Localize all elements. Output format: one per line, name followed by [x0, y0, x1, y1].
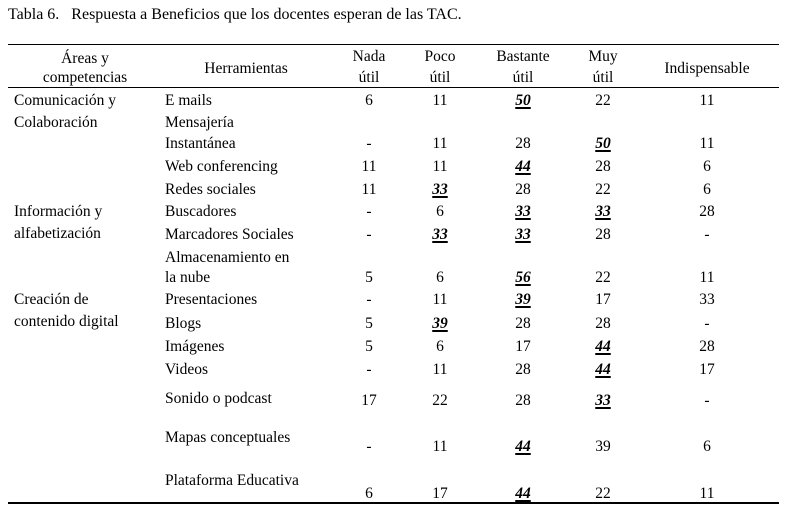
highlighted-value-cell: 44: [595, 361, 611, 378]
value-cell: -: [704, 226, 710, 243]
header-indispensable: Indispensable: [664, 60, 750, 77]
value-cell: 11: [432, 92, 448, 109]
tool-name: la nube: [165, 269, 211, 286]
header-bastante-line1: Bastante: [496, 48, 550, 65]
value-cell: 17: [699, 361, 715, 378]
value-cell: 28: [515, 181, 531, 198]
value-cell: -: [366, 361, 372, 378]
value-cell: 22: [595, 92, 611, 109]
value-cell: 6: [436, 203, 444, 220]
area-label: contenido digital: [14, 313, 119, 330]
tool-name: Videos: [165, 361, 208, 378]
value-cell: -: [366, 226, 372, 243]
tool-name: Web conferencing: [165, 158, 278, 175]
value-cell: 6: [703, 438, 711, 455]
tool-name: Presentaciones: [165, 291, 258, 308]
value-cell: 11: [699, 269, 715, 286]
area-label: alfabetización: [14, 225, 101, 242]
highlighted-value-cell: 33: [432, 181, 448, 198]
value-cell: 22: [595, 485, 611, 502]
value-cell: 6: [436, 338, 444, 355]
tool-name: Plataforma Educativa: [165, 472, 299, 489]
value-cell: 11: [361, 158, 377, 175]
value-cell: 39: [595, 438, 611, 455]
tool-name: Mapas conceptuales: [165, 429, 291, 446]
value-cell: -: [366, 135, 372, 152]
highlighted-value-cell: 56: [515, 269, 531, 286]
highlighted-value-cell: 33: [515, 203, 531, 220]
header-rule: [8, 87, 779, 88]
value-cell: 11: [432, 158, 448, 175]
value-cell: 22: [595, 269, 611, 286]
value-cell: 28: [515, 361, 531, 378]
value-cell: 11: [432, 135, 448, 152]
value-cell: 28: [515, 135, 531, 152]
value-cell: 28: [595, 226, 611, 243]
highlighted-value-cell: 33: [432, 226, 448, 243]
value-cell: 6: [436, 269, 444, 286]
highlighted-value-cell: 39: [515, 291, 531, 308]
tool-name: Blogs: [165, 315, 202, 332]
header-poco-line2: útil: [429, 69, 451, 86]
value-cell: 6: [703, 181, 711, 198]
header-poco-line1: Poco: [424, 48, 456, 65]
bottom-rule: [8, 502, 779, 504]
value-cell: 17: [361, 392, 377, 409]
value-cell: 11: [699, 92, 715, 109]
header-nada-line1: Nada: [352, 48, 386, 65]
value-cell: 6: [703, 158, 711, 175]
header-herramientas: Herramientas: [204, 60, 288, 77]
value-cell: 6: [365, 92, 373, 109]
value-cell: 6: [365, 485, 373, 502]
value-cell: 5: [365, 269, 373, 286]
value-cell: 5: [365, 338, 373, 355]
value-cell: 28: [515, 315, 531, 332]
highlighted-value-cell: 33: [595, 203, 611, 220]
value-cell: -: [366, 291, 372, 308]
header-areas-line2: competencias: [42, 69, 128, 86]
area-label: Creación de: [14, 291, 89, 308]
highlighted-value-cell: 50: [595, 135, 611, 152]
value-cell: 28: [595, 158, 611, 175]
highlighted-value-cell: 44: [515, 438, 531, 455]
value-cell: 22: [595, 181, 611, 198]
highlighted-value-cell: 33: [515, 226, 531, 243]
value-cell: -: [704, 315, 710, 332]
value-cell: 11: [432, 438, 448, 455]
value-cell: 33: [699, 291, 715, 308]
tool-name: Sonido o podcast: [165, 390, 272, 407]
value-cell: 11: [361, 181, 377, 198]
value-cell: 28: [515, 392, 531, 409]
value-cell: 11: [699, 485, 715, 502]
header-bastante-line2: útil: [512, 69, 534, 86]
value-cell: 11: [432, 291, 448, 308]
table-caption: Tabla 6. Respuesta a Beneficios que los docentes esperan de las TAC.: [8, 6, 462, 23]
value-cell: 11: [432, 361, 448, 378]
tool-name: Redes sociales: [165, 181, 256, 198]
header-muy-line1: Muy: [588, 48, 618, 65]
area-label: Comunicación y: [14, 92, 117, 109]
tool-name: Marcadores Sociales: [165, 226, 294, 243]
tool-name: E mails: [165, 92, 212, 109]
value-cell: 28: [699, 203, 715, 220]
header-muy-line2: útil: [592, 69, 614, 86]
value-cell: 28: [595, 315, 611, 332]
highlighted-value-cell: 44: [595, 338, 611, 355]
tool-name: Buscadores: [165, 203, 237, 220]
highlighted-value-cell: 44: [515, 485, 531, 502]
area-label: Colaboración: [14, 114, 98, 131]
highlighted-value-cell: 33: [595, 392, 611, 409]
value-cell: 28: [699, 338, 715, 355]
value-cell: 17: [515, 338, 531, 355]
value-cell: 22: [432, 392, 448, 409]
top-rule: [8, 44, 779, 45]
value-cell: -: [366, 203, 372, 220]
highlighted-value-cell: 50: [515, 92, 531, 109]
tool-name: Imágenes: [165, 338, 225, 355]
value-cell: 11: [699, 135, 715, 152]
header-areas-line1: Áreas y: [61, 50, 109, 67]
highlighted-value-cell: 44: [515, 158, 531, 175]
value-cell: 17: [595, 291, 611, 308]
tool-name: Mensajería: [165, 114, 234, 131]
value-cell: 5: [365, 315, 373, 332]
value-cell: 17: [432, 485, 448, 502]
value-cell: -: [366, 438, 372, 455]
header-nada-line2: útil: [358, 69, 380, 86]
highlighted-value-cell: 39: [432, 315, 448, 332]
tool-name: Instantánea: [165, 135, 236, 152]
area-label: Información y: [14, 203, 103, 220]
value-cell: -: [704, 392, 710, 409]
tool-name: Almacenamiento en: [165, 249, 290, 266]
